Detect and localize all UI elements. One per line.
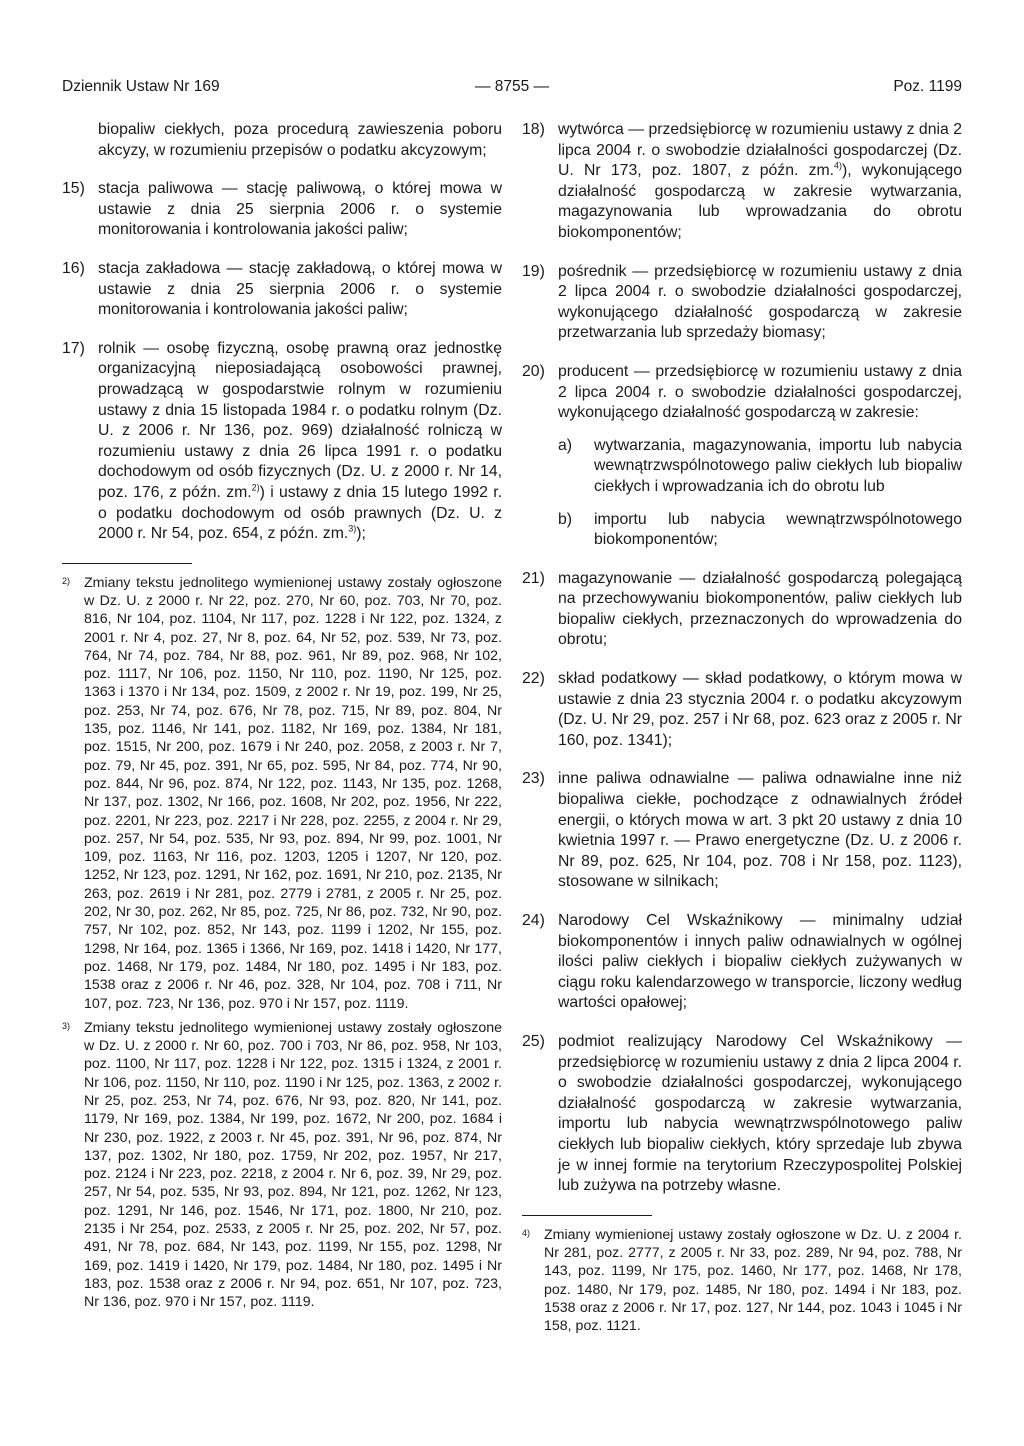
footnote-ref-2[interactable]: 2) bbox=[251, 482, 260, 493]
page-header bbox=[62, 75, 962, 99]
item-text: wytwórca — przedsiębiorcę w rozumieniu ustawy z dnia 2 lipca 2004 r. o swobodzie działalności gospodarczej (Dz. U. Nr 173, poz. 1807, z późn. zm.$^{4)}$), wykonującego działalność gospodarczą w zakresie wytwarzania, magazynowania lub wprowadzania do obrotu biokomponentów; bbox=[558, 121, 962, 241]
footnote-text: Zmiany tekstu jednolitego wymienionej ustawy zostały ogłoszone w Dz. U. z 2000 r. Nr 22, poz. 270, Nr 60, poz. 703, Nr 70, poz. 816, Nr 104, poz. 1104, Nr 117, poz. 1228 i Nr 122, poz. 1324, z 2001 r. Nr 4, poz. 27, Nr 8, poz. 64, Nr 52, poz. 539, Nr 73, poz. 764, Nr 74, poz. 784, Nr 88, poz. 961, Nr 89, poz. 968, Nr 102, poz. 1117, Nr 106, poz. 1150, Nr 110, poz. 1190, Nr 125, poz. 1363 i 1370 i Nr 134, poz. 1509, z 2002 r. Nr 19, poz. 199, Nr 25, poz. 253, Nr 74, poz. 676, Nr 78, poz. 715, Nr 89, poz. 804, Nr 135, poz. 1146, Nr 141, poz. 1182, Nr 169, poz. 1384, Nr 181, poz. 1515, Nr 200, poz. 1679 i Nr 240, poz. 2058, z 2003 r. Nr 7, poz. 79, Nr 45, poz. 391, Nr 65, poz. 595, Nr 84, poz. 774, Nr 90, poz. 844, Nr 96, poz. 874, Nr 122, poz. 1143, Nr 135, poz. 1268, Nr 137, poz. 1302, Nr 166, poz. 1608, Nr 202, poz. 1956, Nr 222, poz. 2201, Nr 223, poz. 2217 i Nr 228, poz. 2255, z 2004 r. Nr 29, poz. 257, Nr 54, poz. 535, Nr 93, poz. 894, Nr 99, poz. 1001, Nr 109, poz. 1163, Nr 116, poz. 1203, 1205 i 1207, Nr 120, poz. 1252, Nr 123, poz. 1291, Nr 162, poz. 1691, Nr 210, poz. 2135, Nr 263, poz. 2619 i Nr 281, poz. 2779 i 2781, z 2005 r. Nr 25, poz. 202, Nr 30, poz. 262, Nr 85, poz. 725, Nr 86, poz. 732, Nr 90, poz. 757, Nr 102, poz. 852, Nr 143, poz. 1199 i 1202, Nr 155, poz. 1298, Nr 164, poz. 1365 i 1366, Nr 169, poz. 1418 i 1420, Nr 177, poz. 1468, Nr 179, poz. 1484, Nr 180, poz. 1495 i Nr 183, poz. 1538 oraz z 2006 r. Nr 46, poz. 328, Nr 104, poz. 708 i 711, Nr 107, poz. 723, Nr 136, poz. 970 i Nr 157, poz. 1119. bbox=[84, 574, 502, 1012]
item-number: 16) bbox=[62, 259, 85, 277]
position-number: Poz. 1199 bbox=[893, 78, 962, 95]
item-number: 17) bbox=[62, 339, 85, 357]
item-number: 19) bbox=[522, 262, 545, 280]
definition-item-17 bbox=[62, 339, 502, 545]
item-number: 23) bbox=[522, 770, 545, 788]
item-text: inne paliwa odnawialne — paliwa odnawialne inne niż biopaliwa ciekłe, pochodzące z odnawialnych źródeł energii, o których mowa w art. 3 pkt 20 ustawy z dnia 10 kwietnia 1997 r. — Prawo energetyczne (Dz. U. z 2006 r. Nr 89, poz. 625, Nr 104, poz. 708 i Nr 158, poz. 1123), stosowane w silnikach; bbox=[558, 770, 962, 891]
item-text: Narodowy Cel Wskaźnikowy — minimalny udział biokomponentów i innych paliw odnawialnych w ogólnej ilości paliw ciekłych i biopaliw ciekłych zużywanych w ciągu roku kalendarzowego w transporcie, liczony według wartości opałowej; bbox=[558, 912, 962, 1012]
item-20-subitems bbox=[522, 436, 962, 551]
footnote-divider bbox=[62, 563, 192, 564]
definition-item-22 bbox=[522, 669, 962, 751]
definition-item-15 bbox=[62, 179, 502, 241]
page-number: — 8755 — bbox=[474, 78, 550, 95]
subitem-text: importu lub nabycia wewnątrzwspólnotowego biokomponentów; bbox=[594, 510, 962, 549]
item-text: stacja zakładowa — stację zakładową, o której mowa w ustawie z dnia 25 sierpnia 2006 r. o systemie monitorowania i kontrolowania jakości paliw; bbox=[98, 259, 502, 319]
item-number: 21) bbox=[522, 569, 545, 587]
item-number: 22) bbox=[522, 670, 545, 688]
item-number: 20) bbox=[522, 362, 545, 380]
item-number: 18) bbox=[522, 121, 545, 138]
item-text: pośrednik — przedsiębiorcę w rozumieniu ustawy z dnia 2 lipca 2004 r. o swobodzie działalności gospodarczej, wykonującego działalność gospodarczą w zakresie przetwarzania lub sprzedaży biomasy; bbox=[558, 262, 962, 342]
footnote-text: Zmiany wymienionej ustawy zostały ogłoszone w Dz. U. z 2004 r. Nr 281, poz. 2777, z 2005 r. Nr 33, poz. 289, Nr 94, poz. 788, Nr 143, poz. 1199, Nr 175, poz. 1460, Nr 177, poz. 1468, Nr 178, poz. 1480, Nr 179, poz. 1485, Nr 180, poz. 1494 i Nr 183, poz. 1538 oraz z 2006 r. Nr 17, poz. 127, Nr 144, poz. 1043 i 1045 i Nr 158, poz. 1121. bbox=[544, 1226, 962, 1335]
item-text: producent — przedsiębiorcę w rozumieniu ustawy z dnia 2 lipca 2004 r. o swobodzie działalności gospodarczej, wykonującego działalność gospodarczą w zakresie: bbox=[558, 362, 962, 422]
item-text: skład podatkowy — skład podatkowy, o którym mowa w ustawie z dnia 23 stycznia 2004 r. o podatku akcyzowym (Dz. U. Nr 29, poz. 257 i Nr 68, poz. 623 oraz z 2005 r. Nr 160, poz. 1341); bbox=[558, 670, 962, 749]
definition-item-24 bbox=[522, 911, 962, 1014]
definition-item-23 bbox=[522, 769, 962, 893]
item-number: 24) bbox=[522, 912, 545, 929]
item-text: stacja paliwowa — stację paliwową, o której mowa w ustawie z dnia 25 sierpnia 2006 r. o systemie monitorowania i kontrolowania jakości paliw; bbox=[98, 180, 502, 239]
definition-item-20 bbox=[522, 362, 962, 424]
subitem-text: wytwarzania, magazynowania, importu lub nabycia wewnątrzwspólnotowego paliw ciekłych lub biopaliw ciekłych i wprowadzania ich do obrotu lub bbox=[594, 436, 962, 495]
footnote-divider bbox=[522, 1215, 652, 1216]
item-number: 25) bbox=[522, 1032, 545, 1050]
definition-item-25 bbox=[522, 1032, 962, 1197]
item-text: podmiot realizujący Narodowy Cel Wskaźnikowy — przedsiębiorcę w rozumieniu ustawy z dnia 2 lipca 2004 r. o swobodzie działalności gospodarczej, wykonującego działalność gospodarczą w zakresie wytwarzania, importu lub nabycia wewnątrzwspólnotowego paliw ciekłych lub biopaliw ciekłych, który sprzedaje lub zbywa je w innej formie na terytorium Rzeczypospolitej Polskiej lub zużywa na potrzeby własne. bbox=[558, 1032, 962, 1195]
footnote-ref-4[interactable]: 4) bbox=[834, 160, 843, 171]
footnote-3 bbox=[62, 1019, 502, 1312]
subitem-b bbox=[558, 510, 962, 551]
right-column bbox=[522, 120, 962, 1342]
subitem-letter: b) bbox=[558, 510, 573, 528]
footnote-number: 2) bbox=[62, 575, 71, 586]
item-text: magazynowanie — działalność gospodarczą polegającą na przechowywaniu biokomponentów, paliw ciekłych lub biopaliw ciekłych, przeznaczonych do wprowadzenia do obrotu; bbox=[558, 569, 962, 649]
journal-title: Dziennik Ustaw Nr 169 bbox=[62, 78, 220, 95]
definition-item-21 bbox=[522, 569, 962, 651]
item-text: rolnik — osobę fizyczną, osobę prawną oraz jednostkę organizacyjną nieposiadającą osobowości prawnej, prowadzącą w gospodarstwie rolnym w rozumieniu ustawy z dnia 15 listopada 1984 r. o podatku rolnym (Dz. U. z 2006 r. Nr 136, poz. 969) działalność rolniczą w rozumieniu ustawy z dnia 26 lipca 1991 r. o podatku dochodowym od osób fizycznych (Dz. U. z 2000 r. Nr 14, poz. 176, z późn. zm.$^{2)}$) i ustawy z dnia 15 lutego 1992 r. o podatku dochodowym od osób prawnych (Dz. U. z 2000 r. Nr 54, poz. 654, z późn. zm.$^{3)}$); bbox=[98, 339, 503, 543]
item-14-continuation: biopaliw ciekłych, poza procedurą zawieszenia poboru akcyzy, w rozumieniu przepisów o podatku akcyzowym; bbox=[98, 121, 502, 159]
footnote-text: Zmiany tekstu jednolitego wymienionej ustawy zostały ogłoszone w Dz. U. z 2000 r. Nr 60, poz. 700 i 703, Nr 86, poz. 958, Nr 103, poz. 1100, Nr 117, poz. 1228 i Nr 122, poz. 1315 i 1324, z 2001 r. Nr 106, poz. 1150, Nr 110, poz. 1190 i Nr 125, poz. 1363, z 2002 r. Nr 25, poz. 253, Nr 74, poz. 676, Nr 93, poz. 820, Nr 141, poz. 1179, Nr 169, poz. 1384, Nr 199, poz. 1672, Nr 200, poz. 1684 i Nr 230, poz. 1922, z 2003 r. Nr 45, poz. 391, Nr 96, poz. 874, Nr 137, poz. 1302, Nr 180, poz. 1759, Nr 202, poz. 1957, Nr 217, poz. 2124 i Nr 223, poz. 2218, z 2004 r. Nr 6, poz. 39, Nr 29, poz. 257, Nr 54, poz. 535, Nr 93, poz. 894, Nr 121, poz. 1262, Nr 123, poz. 1291, Nr 146, poz. 1546, Nr 171, poz. 1800, Nr 210, poz. 2135 i Nr 254, poz. 2533, z 2005 r. Nr 25, poz. 202, Nr 57, poz. 491, Nr 78, poz. 684, Nr 143, poz. 1199, Nr 155, poz. 1298, Nr 169, poz. 1419 i 1420, Nr 179, poz. 1484, Nr 180, poz. 1495 i Nr 183, poz. 1538 oraz z 2006 r. Nr 94, poz. 651, Nr 107, poz. 723, Nr 136, poz. 970 i Nr 157, poz. 1119. bbox=[84, 1019, 502, 1311]
left-column bbox=[62, 120, 502, 1318]
footnote-ref-3[interactable]: 3) bbox=[348, 523, 357, 534]
footnote-4 bbox=[522, 1226, 962, 1336]
definition-item-18 bbox=[522, 120, 962, 244]
footnote-number: 3) bbox=[62, 1020, 71, 1031]
subitem-letter: a) bbox=[558, 436, 573, 454]
subitem-a bbox=[558, 436, 962, 498]
footnote-2 bbox=[62, 574, 502, 1013]
definition-item-16 bbox=[62, 259, 502, 321]
item-number: 15) bbox=[62, 180, 85, 198]
definition-item-19 bbox=[522, 262, 962, 344]
footnote-number: 4) bbox=[522, 1227, 531, 1238]
